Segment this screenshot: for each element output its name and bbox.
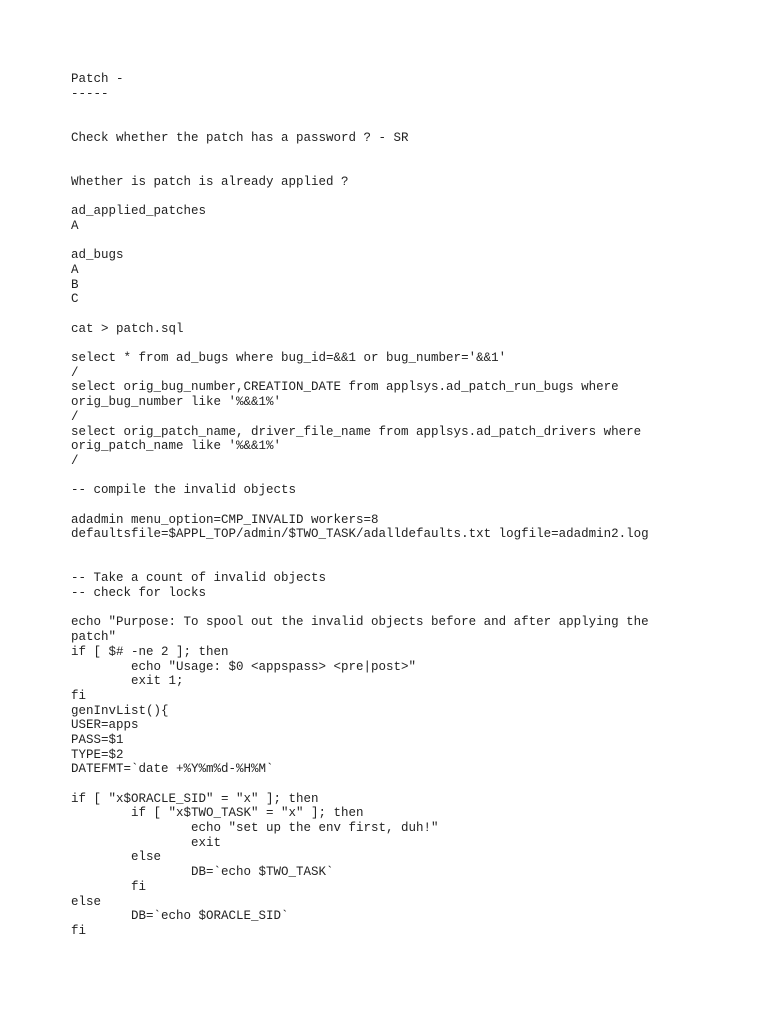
text-line: fi	[71, 879, 147, 894]
text-line: orig_patch_name like '%&&1%'	[71, 439, 282, 454]
text-line: if [ "x$TWO_TASK" = "x" ]; then	[71, 806, 364, 821]
text-line: exit 1;	[71, 674, 184, 689]
text-line: select orig_patch_name, driver_file_name from applsys.ad_patch_drivers where	[71, 424, 642, 439]
text-line: PASS=$1	[71, 732, 124, 747]
text-line: else	[71, 850, 162, 865]
text-line: patch"	[71, 630, 117, 645]
text-line: ad_applied_patches	[71, 204, 207, 219]
text-line: DATEFMT=`date +%Y%m%d-%H%M`	[71, 762, 274, 777]
text-line: orig_bug_number like '%&&1%'	[71, 395, 282, 410]
text-line: adadmin menu_option=CMP_INVALID workers=8	[71, 512, 379, 527]
text-line: A	[71, 218, 79, 233]
text-line	[71, 116, 731, 131]
text-line: DB=`echo $TWO_TASK`	[71, 865, 334, 880]
text-line	[71, 307, 731, 322]
text-line: echo "Usage: $0 <appspass> <pre|post>"	[71, 659, 417, 674]
text-line: if [ "x$ORACLE_SID" = "x" ]; then	[71, 791, 319, 806]
text-line	[71, 336, 731, 351]
text-line: C	[71, 292, 79, 307]
text-line: /	[71, 409, 79, 424]
text-line: /	[71, 453, 79, 468]
text-line: if [ $# -ne 2 ]; then	[71, 644, 229, 659]
text-line: else	[71, 894, 102, 909]
text-line: Check whether the patch has a password ? - SR	[71, 130, 409, 145]
text-line: cat > patch.sql	[71, 321, 184, 336]
text-line: echo "set up the env first, duh!"	[71, 821, 439, 836]
text-line	[71, 469, 731, 484]
text-line: -----	[71, 86, 109, 101]
text-line	[71, 101, 731, 116]
text-line: USER=apps	[71, 718, 139, 733]
text-line: B	[71, 277, 79, 292]
text-line: Patch -	[71, 72, 124, 86]
document-page	[71, 72, 731, 939]
text-line: -- check for locks	[71, 586, 207, 601]
text-line: defaultsfile=$APPL_TOP/admin/$TWO_TASK/adalldefaults.txt logfile=adadmin2.log	[71, 527, 649, 542]
text-line: fi	[71, 688, 87, 703]
text-line: A	[71, 262, 79, 277]
text-line: -- compile the invalid objects	[71, 483, 297, 498]
text-line	[71, 777, 731, 792]
text-line	[71, 145, 731, 160]
text-line: DB=`echo $ORACLE_SID`	[71, 909, 289, 924]
text-line	[71, 190, 731, 205]
text-line	[71, 542, 731, 557]
text-line: echo "Purpose: To spool out the invalid objects before and after applying the	[71, 615, 649, 630]
text-line	[71, 601, 731, 616]
text-line: select orig_bug_number,CREATION_DATE from applsys.ad_patch_run_bugs where	[71, 380, 619, 395]
text-line: /	[71, 365, 79, 380]
text-line: fi	[71, 923, 87, 938]
text-line: genInvList(){	[71, 703, 169, 718]
text-line: ad_bugs	[71, 248, 124, 263]
text-line	[71, 234, 731, 249]
text-line: -- Take a count of invalid objects	[71, 571, 327, 586]
text-line: TYPE=$2	[71, 747, 124, 762]
text-line	[71, 557, 731, 572]
text-line: Whether is patch is already applied ?	[71, 174, 349, 189]
text-line	[71, 160, 731, 175]
text-line: exit	[71, 835, 222, 850]
text-line: select * from ad_bugs where bug_id=&&1 or bug_number='&&1'	[71, 351, 507, 366]
text-line	[71, 498, 731, 513]
